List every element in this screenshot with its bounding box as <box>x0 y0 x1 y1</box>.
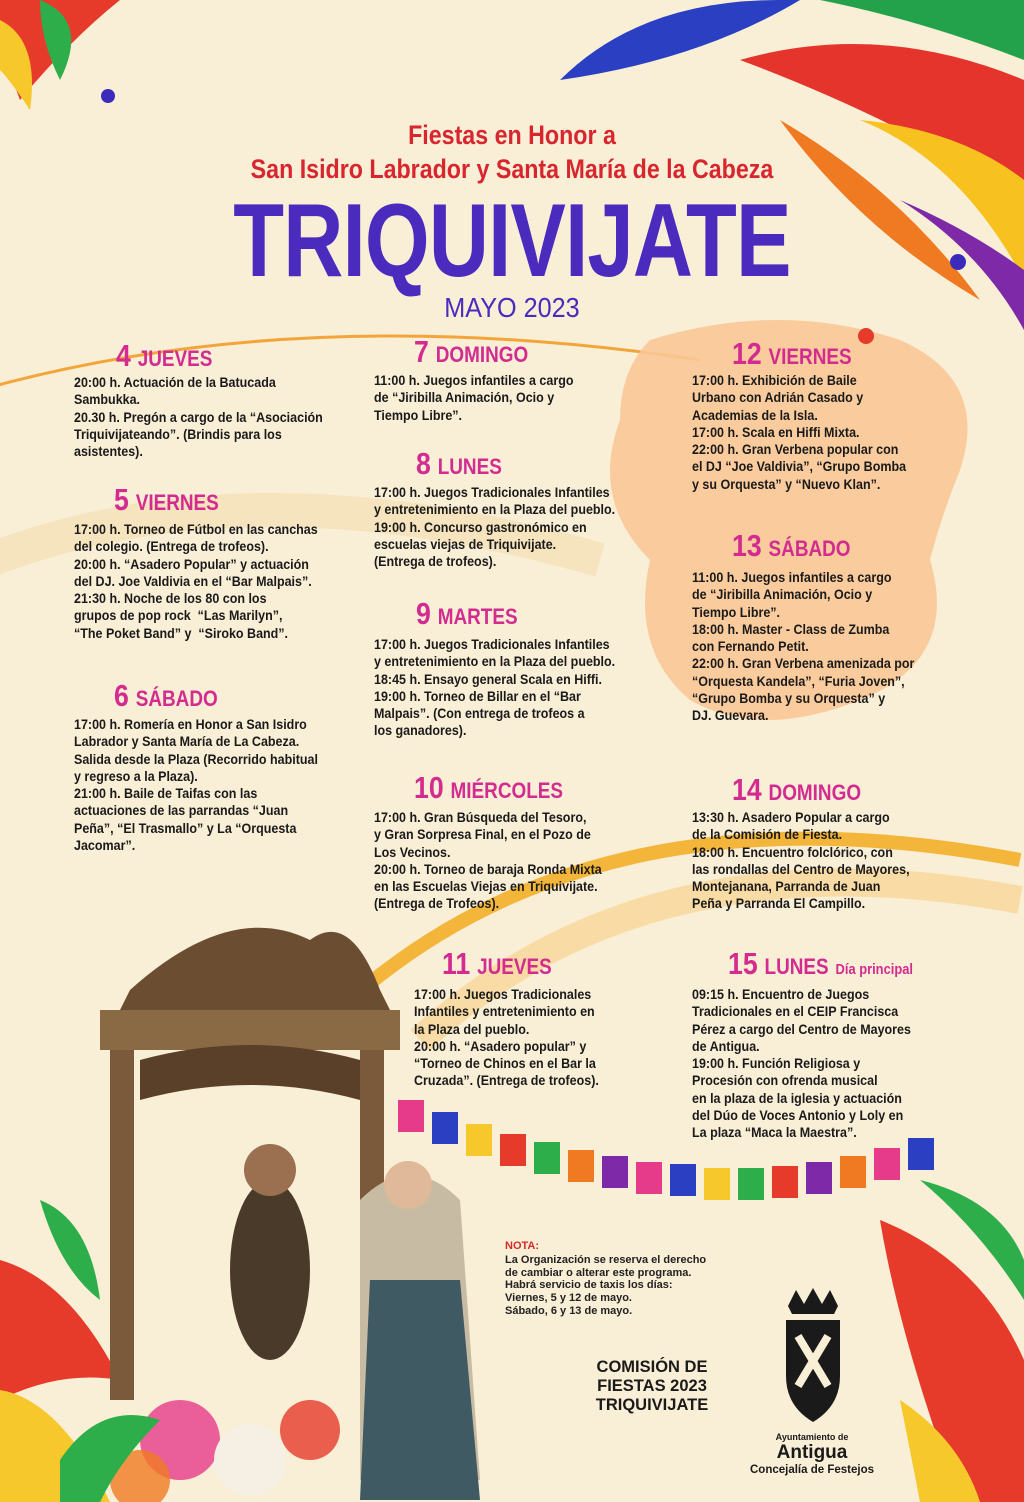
day-11-heading <box>442 946 552 982</box>
month-label: MAYO 2023 <box>444 292 580 323</box>
note-text: La Organización se reserva el derecho de cambiar o alterar este programa. Habrá servicio de taxis los días: Viernes, 5 y 12 de mayo. Sábado, 6 y 13 de mayo. <box>505 1254 707 1317</box>
ball-2 <box>858 328 874 344</box>
day-4-events: 20:00 h. Actuación de la Batucada Sambukka. 20.30 h. Pregón a cargo de la “Asociación Triquivijateando”. (Brindis para los asistentes). <box>74 375 323 460</box>
main-title: TRIQUIVIJATE <box>233 183 791 299</box>
day-number: 7 <box>414 334 429 369</box>
day-12-heading <box>732 336 852 372</box>
day-label: MARTES <box>437 604 518 629</box>
antigua-shield-logo <box>778 1286 848 1432</box>
day-label: VIERNES <box>768 344 852 369</box>
day-label: JUEVES <box>477 954 552 979</box>
subtitle-line2: San Isidro Labrador y Santa María de la Cabeza <box>250 154 774 184</box>
subtitle-line1: Fiestas en Honor a <box>408 120 616 150</box>
day-number: 5 <box>114 482 129 517</box>
concejalia-label: Concejalía de Festejos <box>750 1464 874 1476</box>
day-6-heading <box>114 678 218 714</box>
day-9-events: 17:00 h. Juegos Tradicionales Infantiles y entretenimiento en la Plaza del pueblo. 18:45 h. Ensayo general Scala en Hiffi. 19:00 h. Torneo de Billar en el “Bar Malpais”. (Con entrega de trofeos a los ganadores). <box>374 637 616 739</box>
day-label: LUNES <box>764 954 829 979</box>
day-14-events: 13:30 h. Asadero Popular a cargo de la Comisión de Fiesta. 18:00 h. Encuentro folclórico, con las rondallas del Centro de Mayores, Montejanana, Parranda de Juan Peña y Parranda El Campillo. <box>692 810 910 912</box>
day-10-heading <box>414 770 563 806</box>
note-label: NOTA: <box>505 1240 540 1252</box>
day-10-events: 17:00 h. Gran Búsqueda del Tesoro, y Gran Sorpresa Final, en el Pozo de Los Vecinos. 20:00 h. Torneo de baraja Ronda Mixta en las Escuelas Viejas en Triquivijate. (Entrega de Trofeos). <box>374 810 602 912</box>
day-label: LUNES <box>437 454 502 479</box>
day-6-events: 17:00 h. Romería en Honor a San Isidro Labrador y Santa María de La Cabeza. Salida desde la Plaza (Recorrido habitual y regreso a la Plaza). 21:00 h. Baile de Taifas con las actuaciones de las parrandas “Juan Peña”, “El Trasmallo” y La “Orquesta Jacomar”. <box>74 717 318 854</box>
day-label: SÁBADO <box>135 686 218 711</box>
day-label: VIERNES <box>135 490 219 515</box>
day-5-events: 17:00 h. Torneo de Fútbol en las canchas del colegio. (Entrega de trofeos). 20:00 h. “Asadero Popular” y actuación del DJ. Joe Valdivia en el “Bar Malpais”. 21:30 h. Noche de los 80 con los grupos de pop rock “Las Marilyn”, “The Poket Band” y “Siroko Band”. <box>74 522 318 641</box>
day-13-heading <box>732 528 851 564</box>
main-day-badge: Día principal <box>835 961 913 978</box>
ayuntamiento-name: Antigua <box>776 1442 848 1463</box>
day-15-events: 09:15 h. Encuentro de Juegos Tradicionales en el CEIP Francisca Pérez a cargo del Centro de Mayores de Antigua. 19:00 h. Función Religiosa y Procesión con ofrenda musical en la plaza de la iglesia y actuación del Dúo de Voces Antonio y Loly en La plaza “Maca la Maestra”. <box>692 987 911 1141</box>
day-number: 11 <box>442 946 471 981</box>
day-15-heading <box>728 946 913 982</box>
day-label: JUEVES <box>137 346 213 371</box>
day-5-heading <box>114 482 219 518</box>
day-13-events: 11:00 h. Juegos infantiles a cargo de “Jiribilla Animación, Ocio y Tiempo Libre”. 18:00 h. Master - Class de Zumba con Fernando Petit. 22:00 h. Gran Verbena amenizada por “Orquesta Kandela”, “Furia Joven”, “Grupo Bomba y su Orquesta” y DJ. Guevara. <box>692 570 915 724</box>
day-number: 14 <box>732 772 762 807</box>
ayuntamiento-line1: Ayuntamiento de <box>775 1432 849 1442</box>
day-label: DOMINGO <box>768 780 862 805</box>
day-8-events: 17:00 h. Juegos Tradicionales Infantiles y entretenimiento en la Plaza del pueblo. 19:00 h. Concurso gastronómico en escuelas viejas de Triquivijate. (Entrega de trofeos). <box>374 485 616 570</box>
day-label: SÁBADO <box>768 536 851 561</box>
day-7-events: 11:00 h. Juegos infantiles a cargo de “Jiribilla Animación, Ocio y Tiempo Libre”. <box>374 373 574 423</box>
day-number: 6 <box>114 678 129 713</box>
day-number: 4 <box>116 338 131 373</box>
day-number: 12 <box>732 336 762 371</box>
day-number: 13 <box>732 528 762 563</box>
day-4-heading <box>116 338 212 374</box>
day-14-heading <box>732 772 861 808</box>
day-label: MIÉRCOLES <box>450 778 564 803</box>
day-number: 10 <box>414 770 444 805</box>
day-8-heading <box>416 446 502 482</box>
day-11-events: 17:00 h. Juegos Tradicionales Infantiles y entretenimiento en la Plaza del pueblo. 20:00 h. “Asadero popular” y “Torneo de Chinos en el Bar la Cruzada”. (Entrega de trofeos). <box>414 987 599 1089</box>
ayuntamiento-block <box>742 1432 882 1476</box>
day-number: 9 <box>416 596 431 631</box>
day-9-heading <box>416 596 518 632</box>
day-label: DOMINGO <box>435 342 529 367</box>
organizing-committee: COMISIÓN DE FIESTAS 2023 TRIQUIVIJATE <box>595 1358 709 1414</box>
day-12-events: 17:00 h. Exhibición de Baile Urbano con Adrián Casado y Academias de la Isla. 17:00 h. Scala en Hiffi Mixta. 22:00 h. Gran Verbena popular con el DJ “Joe Valdivia”, “Grupo Bomba y su Orquesta” y “Nuevo Klan”. <box>692 373 907 492</box>
day-7-heading <box>414 334 528 370</box>
day-number: 15 <box>728 946 758 981</box>
day-number: 8 <box>416 446 431 481</box>
ball-3 <box>101 89 115 103</box>
ball-1 <box>950 254 966 270</box>
